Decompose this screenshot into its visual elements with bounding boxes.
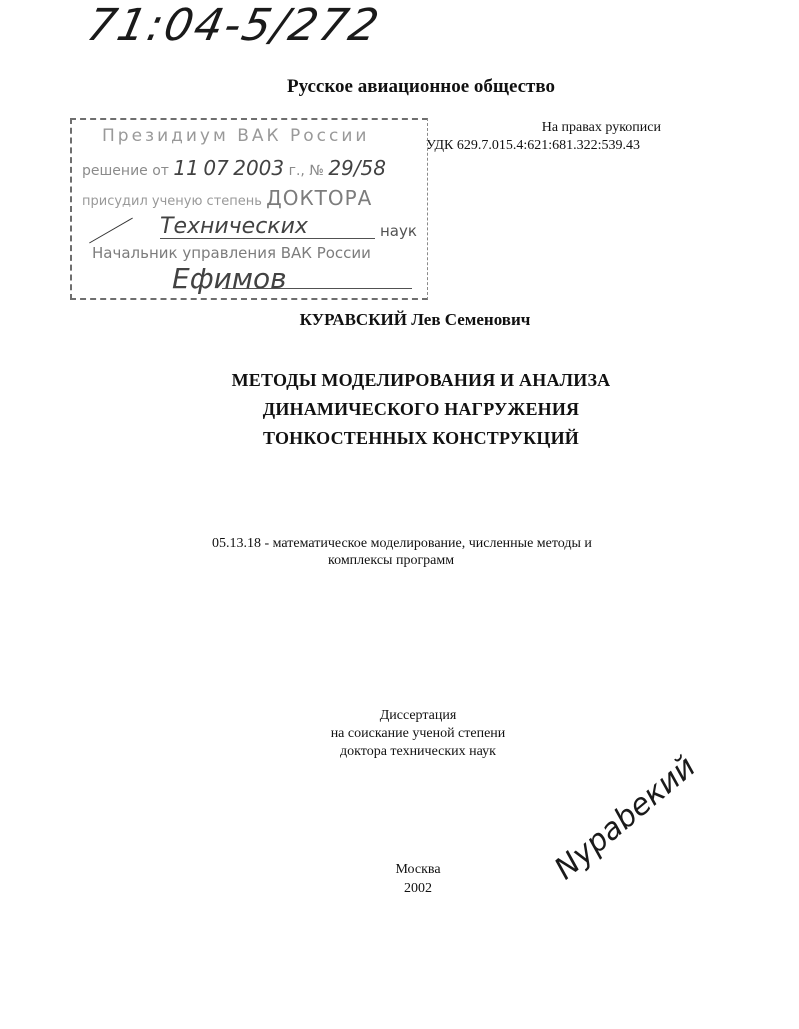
stamp-decision-number: 29/58 (328, 156, 386, 180)
author-signature: Nypabeкий (548, 749, 703, 887)
title-line-2: ДИНАМИЧЕСКОГО НАГРУЖЕНИЯ (262, 399, 580, 419)
archive-number-handwritten: 71:04-5/272 (82, 0, 385, 51)
specialty-line-2: комплексы программ (328, 553, 455, 568)
year: 2002 (404, 881, 432, 896)
stamp-date-year: 2003 (233, 156, 285, 180)
stamp-degree-prefix: присудил ученую степень (82, 194, 262, 209)
stamp-official-signature: Ефимов (172, 262, 287, 295)
dissertation-field-line: доктора технических наук (340, 744, 496, 759)
city: Москва (395, 862, 441, 877)
stamp-signature-underline (222, 288, 412, 289)
stamp-date-day: 11 (173, 156, 199, 180)
stamp-field-underline (160, 238, 375, 239)
stamp-line-decision (82, 156, 386, 180)
vak-approval-stamp (70, 118, 428, 300)
dissertation-degree-line: на соискание ученой степени (330, 726, 506, 741)
rights-notice: На правах рукописи (541, 120, 661, 135)
stamp-line-head: Начальник управления ВАК России (92, 244, 371, 262)
dissertation-label: Диссертация (379, 708, 457, 723)
stamp-decision-prefix: решение от (82, 163, 169, 179)
stamp-line-presidium: Президиум ВАК России (102, 126, 370, 146)
organization-name: Русское авиационное общество (286, 76, 556, 97)
stamp-field-handwritten: Технических (160, 214, 308, 239)
stamp-year-suffix: г., № (288, 163, 324, 179)
stamp-degree: ДОКТОРА (266, 186, 373, 210)
stamp-line-degree (82, 186, 372, 210)
specialty-line-1: 05.13.18 - математическое моделирование, численные методы и (212, 536, 592, 551)
title-line-1: МЕТОДЫ МОДЕЛИРОВАНИЯ И АНАЛИЗА (231, 370, 611, 390)
stamp-date-month: 07 (203, 156, 229, 180)
stamp-field-suffix: наук (380, 222, 417, 240)
title-line-3: ТОНКОСТЕННЫХ КОНСТРУКЦИЙ (262, 428, 579, 448)
udc-code: УДК 629.7.015.4:621:681.322:539.43 (426, 138, 641, 153)
author-name: КУРАВСКИЙ Лев Семенович (299, 310, 531, 329)
